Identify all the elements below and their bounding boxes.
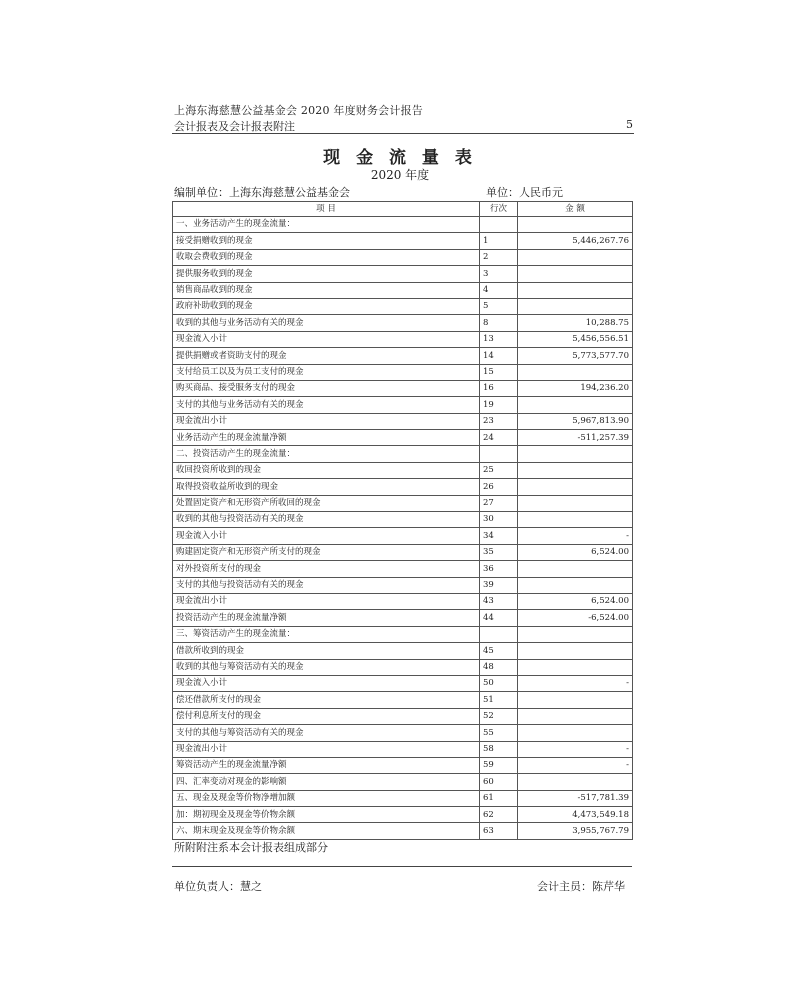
row-line-number: 48 [480, 659, 518, 675]
row-amount [518, 266, 633, 282]
row-line-number: 58 [480, 741, 518, 757]
row-amount [518, 626, 633, 642]
table-row [173, 331, 633, 347]
row-line-number: 35 [480, 544, 518, 560]
row-line-number: 27 [480, 495, 518, 511]
table-row [173, 479, 633, 495]
table-row [173, 249, 633, 265]
row-item-label: 提供服务收到的现金 [173, 266, 480, 282]
row-amount: 4,473,549.18 [518, 807, 633, 823]
row-line-number [480, 446, 518, 462]
table-row [173, 298, 633, 314]
report-title: 上海东海慈慧公益基金会 2020 年度财务会计报告 [174, 104, 423, 117]
table-row [173, 774, 633, 790]
row-line-number: 60 [480, 774, 518, 790]
row-line-number [480, 217, 518, 233]
row-amount [518, 479, 633, 495]
row-amount [518, 692, 633, 708]
row-amount [518, 364, 633, 380]
row-item-label: 现金流入小计 [173, 528, 480, 544]
row-amount [518, 282, 633, 298]
row-item-label: 三、筹资活动产生的现金流量： [173, 626, 480, 642]
table-row [173, 430, 633, 446]
row-line-number: 63 [480, 823, 518, 839]
row-item-label: 借款所收到的现金 [173, 643, 480, 659]
row-amount: 5,456,556.51 [518, 331, 633, 347]
table-row [173, 692, 633, 708]
row-line-number: 39 [480, 577, 518, 593]
row-item-label: 一、业务活动产生的现金流量： [173, 217, 480, 233]
row-item-label: 支付的其他与业务活动有关的现金 [173, 397, 480, 413]
row-item-label: 筹资活动产生的现金流量净额 [173, 757, 480, 773]
table-row [173, 807, 633, 823]
row-item-label: 对外投资所支付的现金 [173, 561, 480, 577]
currency-unit-label: 单位：人民币元 [486, 186, 563, 199]
row-amount [518, 298, 633, 314]
row-amount: -511,257.39 [518, 430, 633, 446]
table-row [173, 708, 633, 724]
row-item-label: 二、投资活动产生的现金流量： [173, 446, 480, 462]
row-item-label: 销售商品收到的现金 [173, 282, 480, 298]
row-item-label: 处置固定资产和无形资产所收回的现金 [173, 495, 480, 511]
row-item-label: 收到的其他与投资活动有关的现金 [173, 512, 480, 528]
row-line-number: 25 [480, 462, 518, 478]
table-row [173, 643, 633, 659]
table-row [173, 364, 633, 380]
table-row [173, 741, 633, 757]
row-amount [518, 659, 633, 675]
row-item-label: 购买商品、接受服务支付的现金 [173, 380, 480, 396]
row-amount: 5,773,577.70 [518, 348, 633, 364]
table-row [173, 315, 633, 331]
row-line-number: 5 [480, 298, 518, 314]
row-line-number [480, 626, 518, 642]
row-line-number: 2 [480, 249, 518, 265]
row-line-number: 30 [480, 512, 518, 528]
row-line-number: 14 [480, 348, 518, 364]
row-amount [518, 249, 633, 265]
row-amount [518, 217, 633, 233]
row-line-number: 43 [480, 593, 518, 609]
organization-label: 编制单位：上海东海慈慧公益基金会 [174, 186, 350, 199]
row-item-label: 购建固定资产和无形资产所支付的现金 [173, 544, 480, 560]
table-row [173, 380, 633, 396]
row-line-number: 24 [480, 430, 518, 446]
responsible-person: 单位负责人：慧之 [174, 880, 262, 893]
row-item-label: 收到的其他与筹资活动有关的现金 [173, 659, 480, 675]
table-header-row [173, 202, 633, 217]
row-line-number: 50 [480, 675, 518, 691]
row-item-label: 支付的其他与投资活动有关的现金 [173, 577, 480, 593]
row-line-number: 51 [480, 692, 518, 708]
row-item-label: 提供捐赠或者资助支付的现金 [173, 348, 480, 364]
row-line-number: 44 [480, 610, 518, 626]
footer-divider [172, 866, 632, 867]
row-line-number: 8 [480, 315, 518, 331]
row-line-number: 52 [480, 708, 518, 724]
row-amount [518, 495, 633, 511]
table-row [173, 757, 633, 773]
row-amount [518, 512, 633, 528]
row-amount: 6,524.00 [518, 593, 633, 609]
row-line-number: 26 [480, 479, 518, 495]
row-item-label: 六、期末现金及现金等价物余额 [173, 823, 480, 839]
row-amount [518, 462, 633, 478]
table-row [173, 348, 633, 364]
table-row [173, 217, 633, 233]
statement-year: 2020 年度 [370, 168, 430, 182]
row-line-number: 23 [480, 413, 518, 429]
table-row [173, 823, 633, 839]
table-row [173, 577, 633, 593]
table-row [173, 675, 633, 691]
row-amount: 5,446,267.76 [518, 233, 633, 249]
row-line-number: 34 [480, 528, 518, 544]
table-row [173, 659, 633, 675]
row-amount [518, 708, 633, 724]
row-amount [518, 577, 633, 593]
cash-flow-table [172, 201, 633, 840]
row-item-label: 加：期初现金及现金等价物余额 [173, 807, 480, 823]
row-amount: 3,955,767.79 [518, 823, 633, 839]
row-item-label: 现金流出小计 [173, 413, 480, 429]
table-row [173, 626, 633, 642]
row-item-label: 四、汇率变动对现金的影响额 [173, 774, 480, 790]
row-amount: 5,967,813.90 [518, 413, 633, 429]
footnote: 所附附注系本会计报表组成部分 [174, 841, 328, 854]
row-amount: - [518, 675, 633, 691]
row-item-label: 取得投资收益所收到的现金 [173, 479, 480, 495]
row-line-number: 59 [480, 757, 518, 773]
row-amount [518, 446, 633, 462]
table-row [173, 561, 633, 577]
table-row [173, 512, 633, 528]
row-item-label: 收回投资所收到的现金 [173, 462, 480, 478]
row-item-label: 接受捐赠收到的现金 [173, 233, 480, 249]
row-item-label: 偿还借款所支付的现金 [173, 692, 480, 708]
row-amount: 194,236.20 [518, 380, 633, 396]
table-row [173, 282, 633, 298]
row-line-number: 36 [480, 561, 518, 577]
table-row [173, 462, 633, 478]
table-row [173, 495, 633, 511]
row-amount [518, 774, 633, 790]
chief-accountant: 会计主员：陈芹华 [537, 880, 625, 893]
table-row [173, 397, 633, 413]
row-item-label: 投资活动产生的现金流量净额 [173, 610, 480, 626]
row-line-number: 19 [480, 397, 518, 413]
row-amount: - [518, 757, 633, 773]
row-item-label: 现金流入小计 [173, 331, 480, 347]
table-row [173, 446, 633, 462]
column-header-line-no: 行次 [480, 202, 518, 217]
row-item-label: 业务活动产生的现金流量净额 [173, 430, 480, 446]
row-item-label: 收到的其他与业务活动有关的现金 [173, 315, 480, 331]
row-line-number: 3 [480, 266, 518, 282]
row-item-label: 收取会费收到的现金 [173, 249, 480, 265]
column-header-item: 项 目 [173, 202, 480, 217]
row-amount: -6,524.00 [518, 610, 633, 626]
row-amount: 6,524.00 [518, 544, 633, 560]
table-row [173, 593, 633, 609]
row-amount [518, 725, 633, 741]
row-item-label: 支付给员工以及为员工支付的现金 [173, 364, 480, 380]
row-line-number: 62 [480, 807, 518, 823]
row-amount: - [518, 528, 633, 544]
table-row [173, 544, 633, 560]
row-item-label: 政府补助收到的现金 [173, 298, 480, 314]
row-item-label: 现金流出小计 [173, 741, 480, 757]
report-subtitle: 会计报表及会计报表附注 [174, 120, 295, 133]
row-item-label: 现金流出小计 [173, 593, 480, 609]
row-item-label: 现金流入小计 [173, 675, 480, 691]
table-row [173, 610, 633, 626]
row-line-number: 55 [480, 725, 518, 741]
row-amount: -517,781.39 [518, 790, 633, 806]
row-line-number: 15 [480, 364, 518, 380]
table-row [173, 233, 633, 249]
row-amount [518, 397, 633, 413]
row-line-number: 45 [480, 643, 518, 659]
header-divider [172, 133, 634, 134]
statement-title: 现 金 流 量 表 [323, 148, 477, 168]
row-line-number: 13 [480, 331, 518, 347]
table-row [173, 528, 633, 544]
row-line-number: 4 [480, 282, 518, 298]
row-amount [518, 643, 633, 659]
row-item-label: 支付的其他与筹资活动有关的现金 [173, 725, 480, 741]
table-row [173, 413, 633, 429]
row-line-number: 16 [480, 380, 518, 396]
row-amount: - [518, 741, 633, 757]
page-number: 5 [626, 118, 633, 131]
row-amount: 10,288.75 [518, 315, 633, 331]
table-row [173, 725, 633, 741]
row-line-number: 61 [480, 790, 518, 806]
table-row [173, 790, 633, 806]
row-line-number: 1 [480, 233, 518, 249]
row-amount [518, 561, 633, 577]
table-row [173, 266, 633, 282]
row-item-label: 五、现金及现金等价物净增加额 [173, 790, 480, 806]
column-header-amount: 金 额 [518, 202, 633, 217]
row-item-label: 偿付利息所支付的现金 [173, 708, 480, 724]
